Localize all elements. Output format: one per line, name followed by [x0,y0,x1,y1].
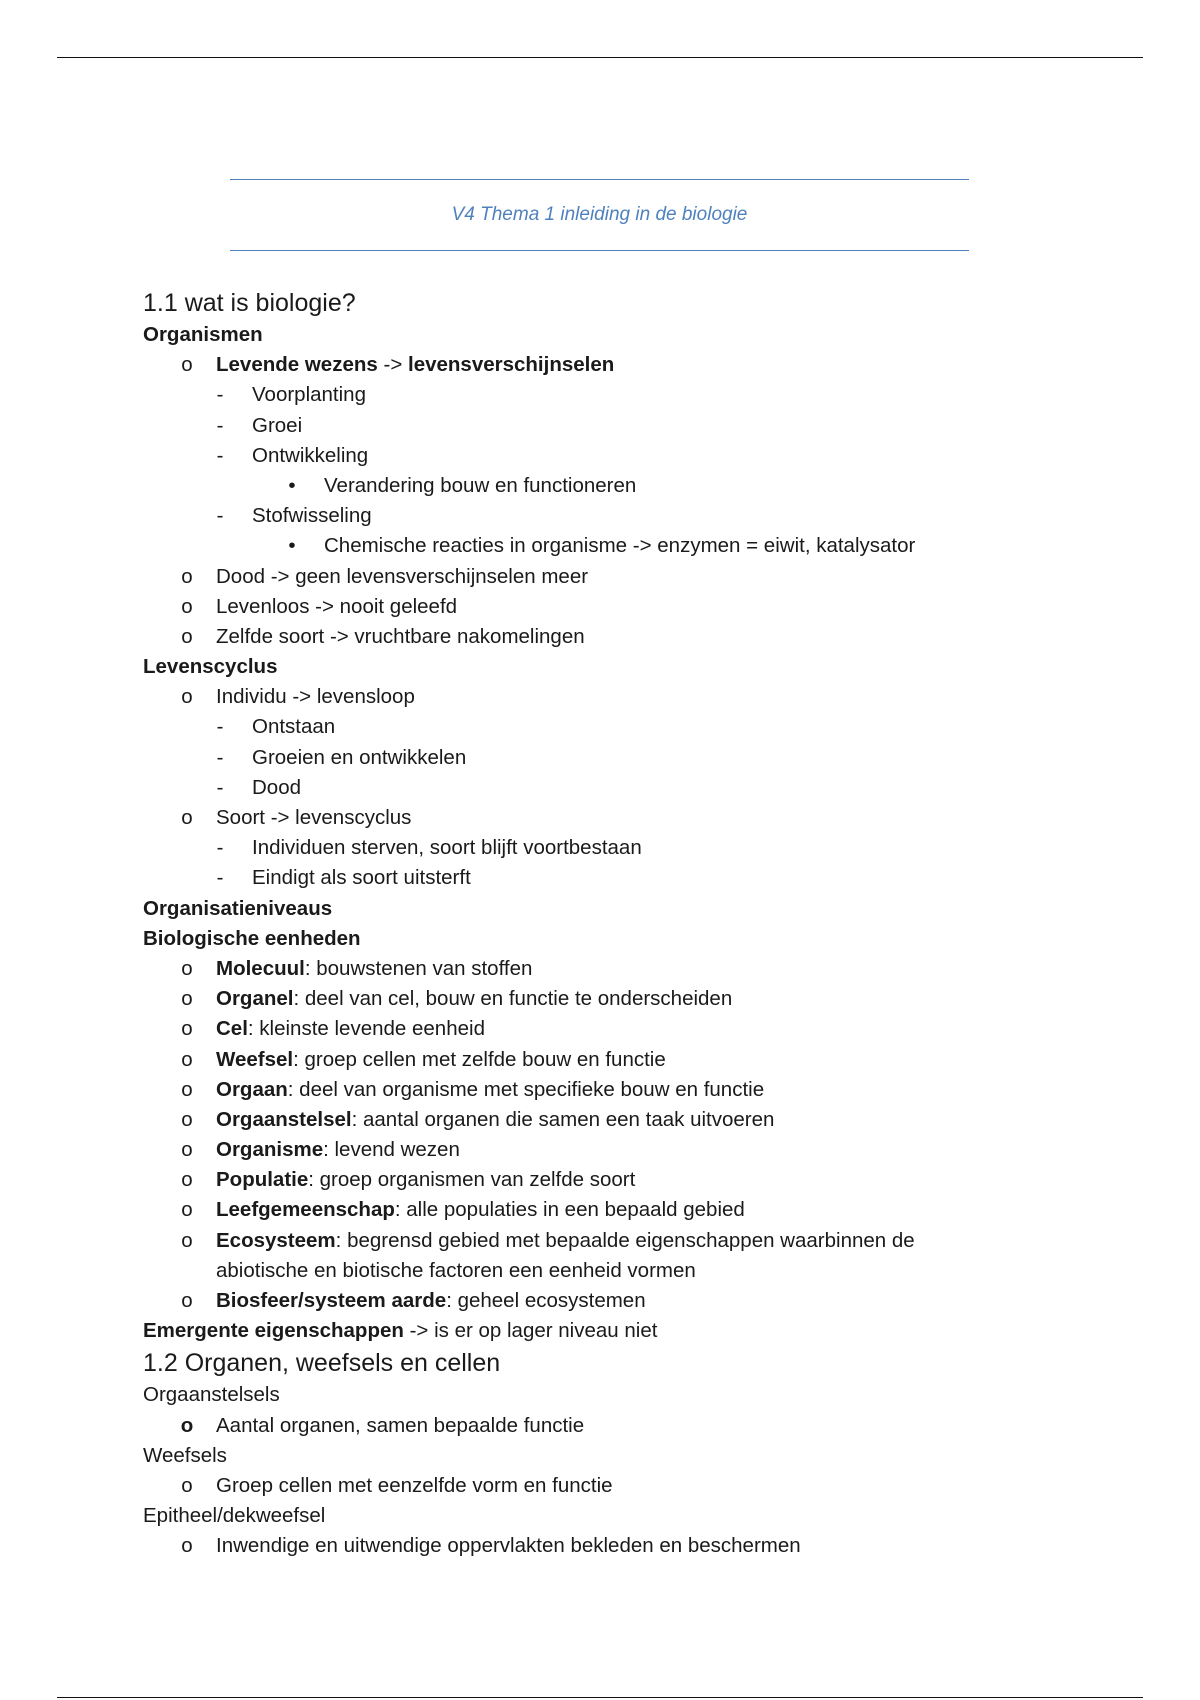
list-item-continuation: abiotische en biotische factoren een eenheid vormen [216,1258,696,1282]
label-organismen: Organismen [143,323,263,346]
list-item: - Dood [143,773,1143,803]
circle-bullet-icon: o [181,1534,193,1558]
label-biologische-eenheden: Biologische eenheden [143,926,361,950]
list-item: - Ontwikkeling [143,441,1143,471]
dash-bullet-icon: - [216,504,224,528]
circle-bullet-icon: o [181,806,193,829]
circle-bullet-icon: o [181,1107,193,1131]
circle-bullet-icon: o [181,956,193,980]
list-item: o Soort -> levenscyclus [143,803,1143,833]
circle-bullet-icon: o [181,1289,193,1312]
section-heading-1-1: 1.1 wat is biologie? [143,289,356,317]
label-epitheel: Epitheel/dekweefsel [143,1504,326,1528]
dash-bullet-icon: - [216,383,224,407]
circle-bullet-icon: o [181,987,193,1011]
dash-bullet-icon: - [216,745,224,769]
list-item: o Organisme: levend wezen [143,1135,1143,1165]
dash-bullet-icon: - [216,715,224,739]
list-item: o Individu -> levensloop [143,682,1143,712]
list-item: o Zelfde soort -> vruchtbare nakomelingen [143,622,1143,652]
list-item: - Ontstaan [143,712,1143,742]
label-organisatieniveaus: Organisatieniveaus [143,896,333,920]
circle-bullet-icon: o [181,1138,193,1162]
list-item: - Stofwisseling [143,501,1143,531]
list-item: • Verandering bouw en functioneren [143,471,1143,501]
dash-bullet-icon: - [216,836,224,860]
page-top-rule [57,57,1143,58]
circle-bullet-icon: o [181,1017,193,1041]
label-levenscyclus: Levenscyclus [143,655,278,679]
list-item: o Orgaanstelsel: aantal organen die samen een taak uitvoeren [143,1105,1143,1135]
dash-bullet-icon: - [216,866,224,890]
circle-bullet-icon: o [181,1228,193,1252]
list-item: o Dood -> geen levensverschijnselen meer [143,562,1143,592]
document-title: V4 Thema 1 inleiding in de biologie [230,179,969,251]
circle-bullet-icon: o [181,1473,193,1497]
list-item: o Levende wezens -> levensverschijnselen [143,350,1143,380]
dash-bullet-icon: - [216,443,224,467]
circle-bullet-icon: o [181,594,193,618]
circle-bullet-icon: o [181,685,193,709]
label-orgaanstelsels: Orgaanstelsels [143,1383,280,1407]
circle-bullet-icon: o [181,1047,193,1071]
list-item: o Populatie: groep organismen van zelfde soort [143,1165,1143,1195]
circle-bullet-icon: o [181,1198,193,1222]
emergent-line: Emergente eigenschappen -> is er op lager niveau niet [143,1319,658,1343]
dash-bullet-icon: - [216,413,224,437]
list-item: - Groeien en ontwikkelen [143,743,1143,773]
document-body [143,286,1143,1562]
list-item: o Orgaan: deel van organisme met specifieke bouw en functie [143,1075,1143,1105]
circle-bullet-icon: o [181,1168,193,1192]
list-item: • Chemische reacties in organisme -> enzymen = eiwit, katalysator [143,531,1143,561]
list-item: o Organel: deel van cel, bouw en functie te onderscheiden [143,984,1143,1014]
list-item: o Aantal organen, samen bepaalde functie [143,1411,1143,1441]
dash-bullet-icon: - [216,775,224,799]
circle-bullet-icon: o [180,1413,194,1437]
list-item: o Inwendige en uitwendige oppervlakten bekleden en beschermen [143,1531,1143,1561]
label-weefsels: Weefsels [143,1443,227,1467]
list-item: o Levenloos -> nooit geleefd [143,592,1143,622]
list-item: - Eindigt als soort uitsterft [143,863,1143,893]
dot-bullet-icon: • [288,473,296,497]
page-bottom-rule [57,1697,1143,1698]
circle-bullet-icon: o [181,564,193,588]
list-item: o Cel: kleinste levende eenheid [143,1014,1143,1044]
circle-bullet-icon: o [181,624,193,648]
list-item: o Weefsel: groep cellen met zelfde bouw en functie [143,1045,1143,1075]
list-item: o Molecuul: bouwstenen van stoffen [143,954,1143,984]
list-item: o Groep cellen met eenzelfde vorm en functie [143,1471,1143,1501]
list-item: - Individuen sterven, soort blijft voortbestaan [143,833,1143,863]
list-item: o Biosfeer/systeem aarde: geheel ecosystemen [143,1286,1143,1316]
list-item: o Ecosysteem: begrensd gebied met bepaalde eigenschappen waarbinnen de [143,1226,1143,1256]
circle-bullet-icon: o [181,353,193,377]
dot-bullet-icon: • [288,534,296,558]
list-item: - Voorplanting [143,380,1143,410]
section-heading-1-2: 1.2 Organen, weefsels en cellen [143,1349,501,1378]
list-item: - Groei [143,411,1143,441]
circle-bullet-icon: o [181,1077,193,1101]
list-item: o Leefgemeenschap: alle populaties in een bepaald gebied [143,1195,1143,1225]
